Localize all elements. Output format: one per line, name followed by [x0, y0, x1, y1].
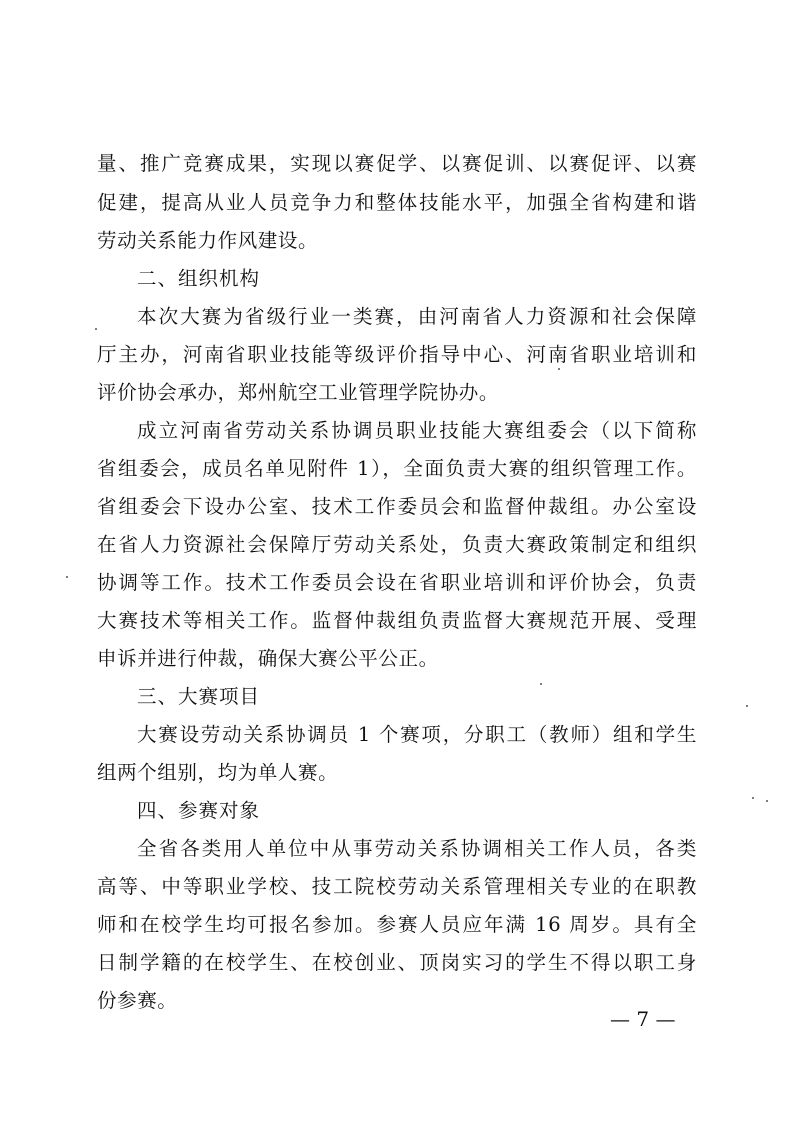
- scan-speck: [540, 683, 542, 685]
- paragraph-line: 师和在校学生均可报名参加。参赛人员应年满 16 周岁。具有全: [97, 913, 697, 936]
- page-number: — 7 —: [610, 1007, 676, 1031]
- paragraph-line: 高等、中等职业学校、技工院校劳动关系管理相关专业的在职教: [97, 875, 697, 898]
- section-heading: 三、大赛项目: [137, 685, 261, 708]
- scan-speck: [752, 797, 754, 799]
- paragraph-line: 省组委会下设办公室、技术工作委员会和监督仲裁组。办公室设: [97, 495, 697, 518]
- paragraph-line: 协调等工作。技术工作委员会设在省职业培训和评价协会，负责: [97, 571, 697, 594]
- scan-speck: [66, 576, 68, 578]
- paragraph-line: 厅主办，河南省职业技能等级评价指导中心、河南省职业培训和: [97, 343, 697, 366]
- paragraph-line: 成立河南省劳动关系协调员职业技能大赛组委会（以下简称: [137, 419, 697, 442]
- paragraph-line: 在省人力资源社会保障厅劳动关系处，负责大赛政策制定和组织: [97, 533, 697, 556]
- paragraph-line: 大赛技术等相关工作。监督仲裁组负责监督大赛规范开展、受理: [97, 609, 697, 632]
- paragraph-line: 日制学籍的在校学生、在校创业、顶岗实习的学生不得以职工身: [97, 951, 697, 974]
- paragraph-line: 申诉并进行仲裁，确保大赛公平公正。: [97, 647, 439, 670]
- paragraph-line: 省组委会，成员名单见附件 1），全面负责大赛的组织管理工作。: [97, 457, 697, 480]
- paragraph-line: 量、推广竞赛成果，实现以赛促学、以赛促训、以赛促评、以赛: [97, 152, 697, 175]
- section-heading: 四、参赛对象: [137, 799, 261, 822]
- paragraph-line: 组两个组别，均为单人赛。: [97, 761, 339, 784]
- scan-speck: [558, 368, 560, 370]
- paragraph-line: 评价协会承办，郑州航空工业管理学院协办。: [97, 381, 500, 404]
- scan-speck: [766, 800, 768, 802]
- section-heading: 二、组织机构: [137, 267, 261, 290]
- paragraph-line: 全省各类用人单位中从事劳动关系协调相关工作人员，各类: [137, 837, 697, 860]
- paragraph-line: 劳动关系能力作风建设。: [97, 229, 319, 252]
- paragraph-line: 本次大赛为省级行业一类赛，由河南省人力资源和社会保障: [137, 305, 697, 328]
- paragraph-line: 大赛设劳动关系协调员 1 个赛项，分职工（教师）组和学生: [137, 723, 697, 746]
- scan-speck: [95, 328, 97, 330]
- paragraph-line: 份参赛。: [97, 989, 178, 1012]
- scan-speck: [746, 705, 748, 707]
- paragraph-line: 促建，提高从业人员竞争力和整体技能水平，加强全省构建和谐: [97, 191, 697, 214]
